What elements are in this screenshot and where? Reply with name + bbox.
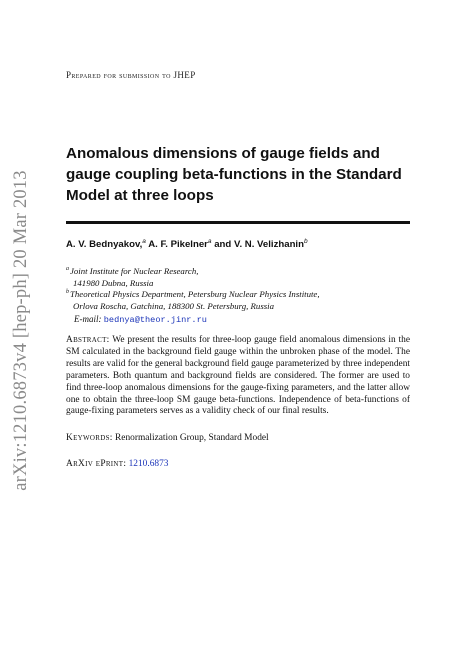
author-name: A. V. Bednyakov, <box>66 239 143 251</box>
author-name: V. N. Velizhanin <box>233 239 304 251</box>
email-line <box>74 314 207 325</box>
keywords-text: Renormalization Group, Standard Model <box>115 433 269 443</box>
author-conjunction: and <box>214 239 232 251</box>
keywords-label: Keywords: <box>66 433 113 443</box>
abstract <box>66 335 410 418</box>
eprint-label: ArXiv ePrint: <box>66 459 127 469</box>
title-rule <box>66 221 410 224</box>
abstract-text: We present the results for three-loop gauge field anomalous dimensions in the SM calculated in the background field gauge within the unbroken phase of the model. The results are valid for the general background field gauge parameterized by three independent parameters. Both quantum and background fields are considered. The former are used to find three-loop anomalous dimensions for the gauge-fixing parameters, and the latter allow one to obtain the three-loop SM gauge beta-functions. Independence of beta-functions of gauge-fixing parameters serves as a validity check of our final results. <box>66 335 410 417</box>
arxiv-identifier-stamp <box>6 160 36 500</box>
author-list <box>66 238 308 250</box>
affiliation-line: Orlova Roscha, Gatchina, 188300 St. Petersburg, Russia <box>73 300 275 311</box>
eprint-line <box>66 459 168 469</box>
eprint-link[interactable]: 1210.6873 <box>128 459 169 469</box>
author-affiliation-mark: a <box>207 238 212 245</box>
affiliation-b <box>66 286 320 312</box>
affiliation-line: Theoretical Physics Department, Petersburg Nuclear Physics Institute, <box>70 288 320 299</box>
affiliation-mark: b <box>66 289 69 295</box>
author-affiliation-mark: b <box>303 238 308 245</box>
email-label: E-mail: <box>74 314 102 324</box>
affiliation-line: 141980 Dubna, Russia <box>73 277 154 288</box>
keywords-line <box>66 433 269 443</box>
affiliation-mark: a <box>66 266 69 272</box>
author-affiliation-mark: a <box>142 238 146 245</box>
abstract-label: Abstract: <box>66 335 110 345</box>
paper-title: Anomalous dimensions of gauge fields and gauge coupling beta-functions in the Standard Model at three loops <box>66 145 402 204</box>
affiliation-line: Joint Institute for Nuclear Research, <box>70 265 199 276</box>
email-link[interactable]: bednya@theor.jinr.ru <box>103 315 207 325</box>
arxiv-id-text: arXiv:1210.6873v4 [hep-ph] 20 Mar 2013 <box>10 169 31 491</box>
prepared-for-submission: Prepared for submission to JHEP <box>66 70 196 80</box>
author-name: A. F. Pikelner <box>148 239 208 251</box>
